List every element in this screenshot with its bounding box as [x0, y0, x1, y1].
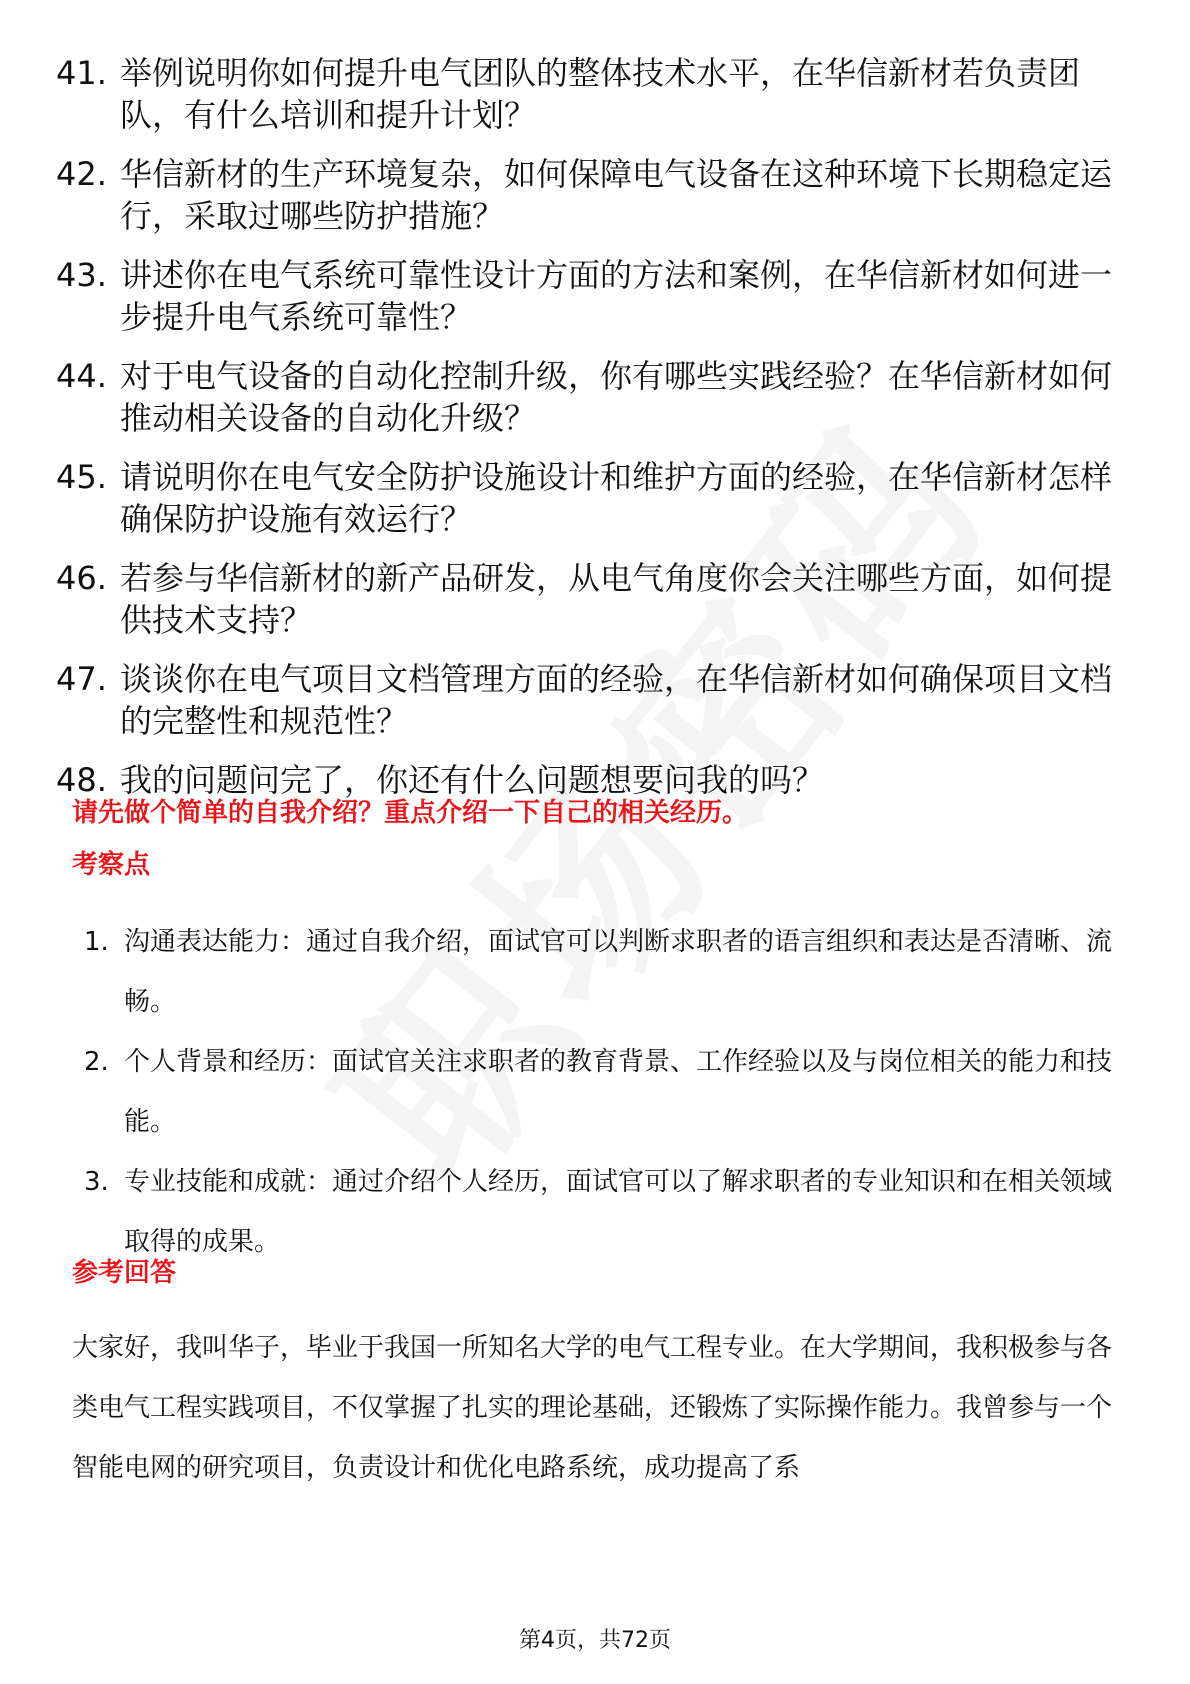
points-list: [84, 912, 1134, 1272]
item-number: 45.: [56, 458, 107, 496]
page-footer: 第4页，共72页: [519, 1628, 671, 1653]
item-number: 41.: [56, 54, 107, 92]
item-number: 3.: [84, 1167, 109, 1197]
list-item: [56, 456, 1136, 540]
list-item: [84, 912, 1134, 1032]
list-item: [56, 658, 1136, 742]
list-item: [56, 153, 1136, 237]
list-item: [56, 759, 1136, 801]
item-text: 沟通表达能力：通过自我介绍，面试官可以判断求职者的语言组织和表达是否清晰、流畅。: [124, 927, 1113, 1017]
item-number: 48.: [56, 761, 107, 799]
answer-heading: 参考回答: [72, 1258, 177, 1288]
question-list: [56, 52, 1136, 818]
answer-paragraph: 大家好，我叫华子，毕业于我国一所知名大学的电气工程专业。在大学期间，我积极参与各类电气工程实践项目，不仅掌握了扎实的理论基础，还锻炼了实际操作能力。我曾参与一个智能电网的研究项目，负责设计和优化电路系统，成功提高了系: [72, 1333, 1113, 1483]
item-number: 42.: [56, 155, 107, 193]
list-item: [84, 1152, 1134, 1272]
item-text: 谈谈你在电气项目文档管理方面的经验，在华信新材如何确保项目文档的完整性和规范性？: [120, 660, 1113, 740]
list-item: [56, 52, 1136, 136]
item-text: 请说明你在电气安全防护设施设计和维护方面的经验，在华信新材怎样确保防护设施有效运行？: [120, 458, 1113, 538]
item-text: 讲述你在电气系统可靠性设计方面的方法和案例，在华信新材如何进一步提升电气系统可靠性？: [120, 256, 1113, 336]
item-text: 举例说明你如何提升电气团队的整体技术水平，在华信新材若负责团队，有什么培训和提升计划？: [120, 54, 1081, 134]
item-text: 对于电气设备的自动化控制升级，你有哪些实践经验？在华信新材如何推动相关设备的自动化升级？: [120, 357, 1113, 437]
item-text: 我的问题问完了，你还有什么问题想要问我的吗？: [120, 761, 825, 799]
item-text: 专业技能和成就：通过介绍个人经历，面试官可以了解求职者的专业知识和在相关领域取得的成果。: [124, 1167, 1113, 1257]
item-text: 华信新材的生产环境复杂，如何保障电气设备在这种环境下长期稳定运行，采取过哪些防护措施？: [120, 155, 1113, 235]
intro-question-heading: 请先做个简单的自我介绍？重点介绍一下自己的相关经历。: [72, 798, 749, 828]
list-item: [56, 355, 1136, 439]
list-item: [56, 557, 1136, 641]
item-text: 若参与华信新材的新产品研发，从电气角度你会关注哪些方面，如何提供技术支持？: [120, 559, 1113, 639]
points-heading: 考察点: [72, 850, 151, 880]
item-number: 2.: [84, 1047, 109, 1077]
item-number: 47.: [56, 660, 107, 698]
item-number: 1.: [84, 927, 109, 957]
item-text: 个人背景和经历：面试官关注求职者的教育背景、工作经验以及与岗位相关的能力和技能。: [124, 1047, 1113, 1137]
item-number: 43.: [56, 256, 107, 294]
item-number: 46.: [56, 559, 107, 597]
item-number: 44.: [56, 357, 107, 395]
list-item: [56, 254, 1136, 338]
list-item: [84, 1032, 1134, 1152]
